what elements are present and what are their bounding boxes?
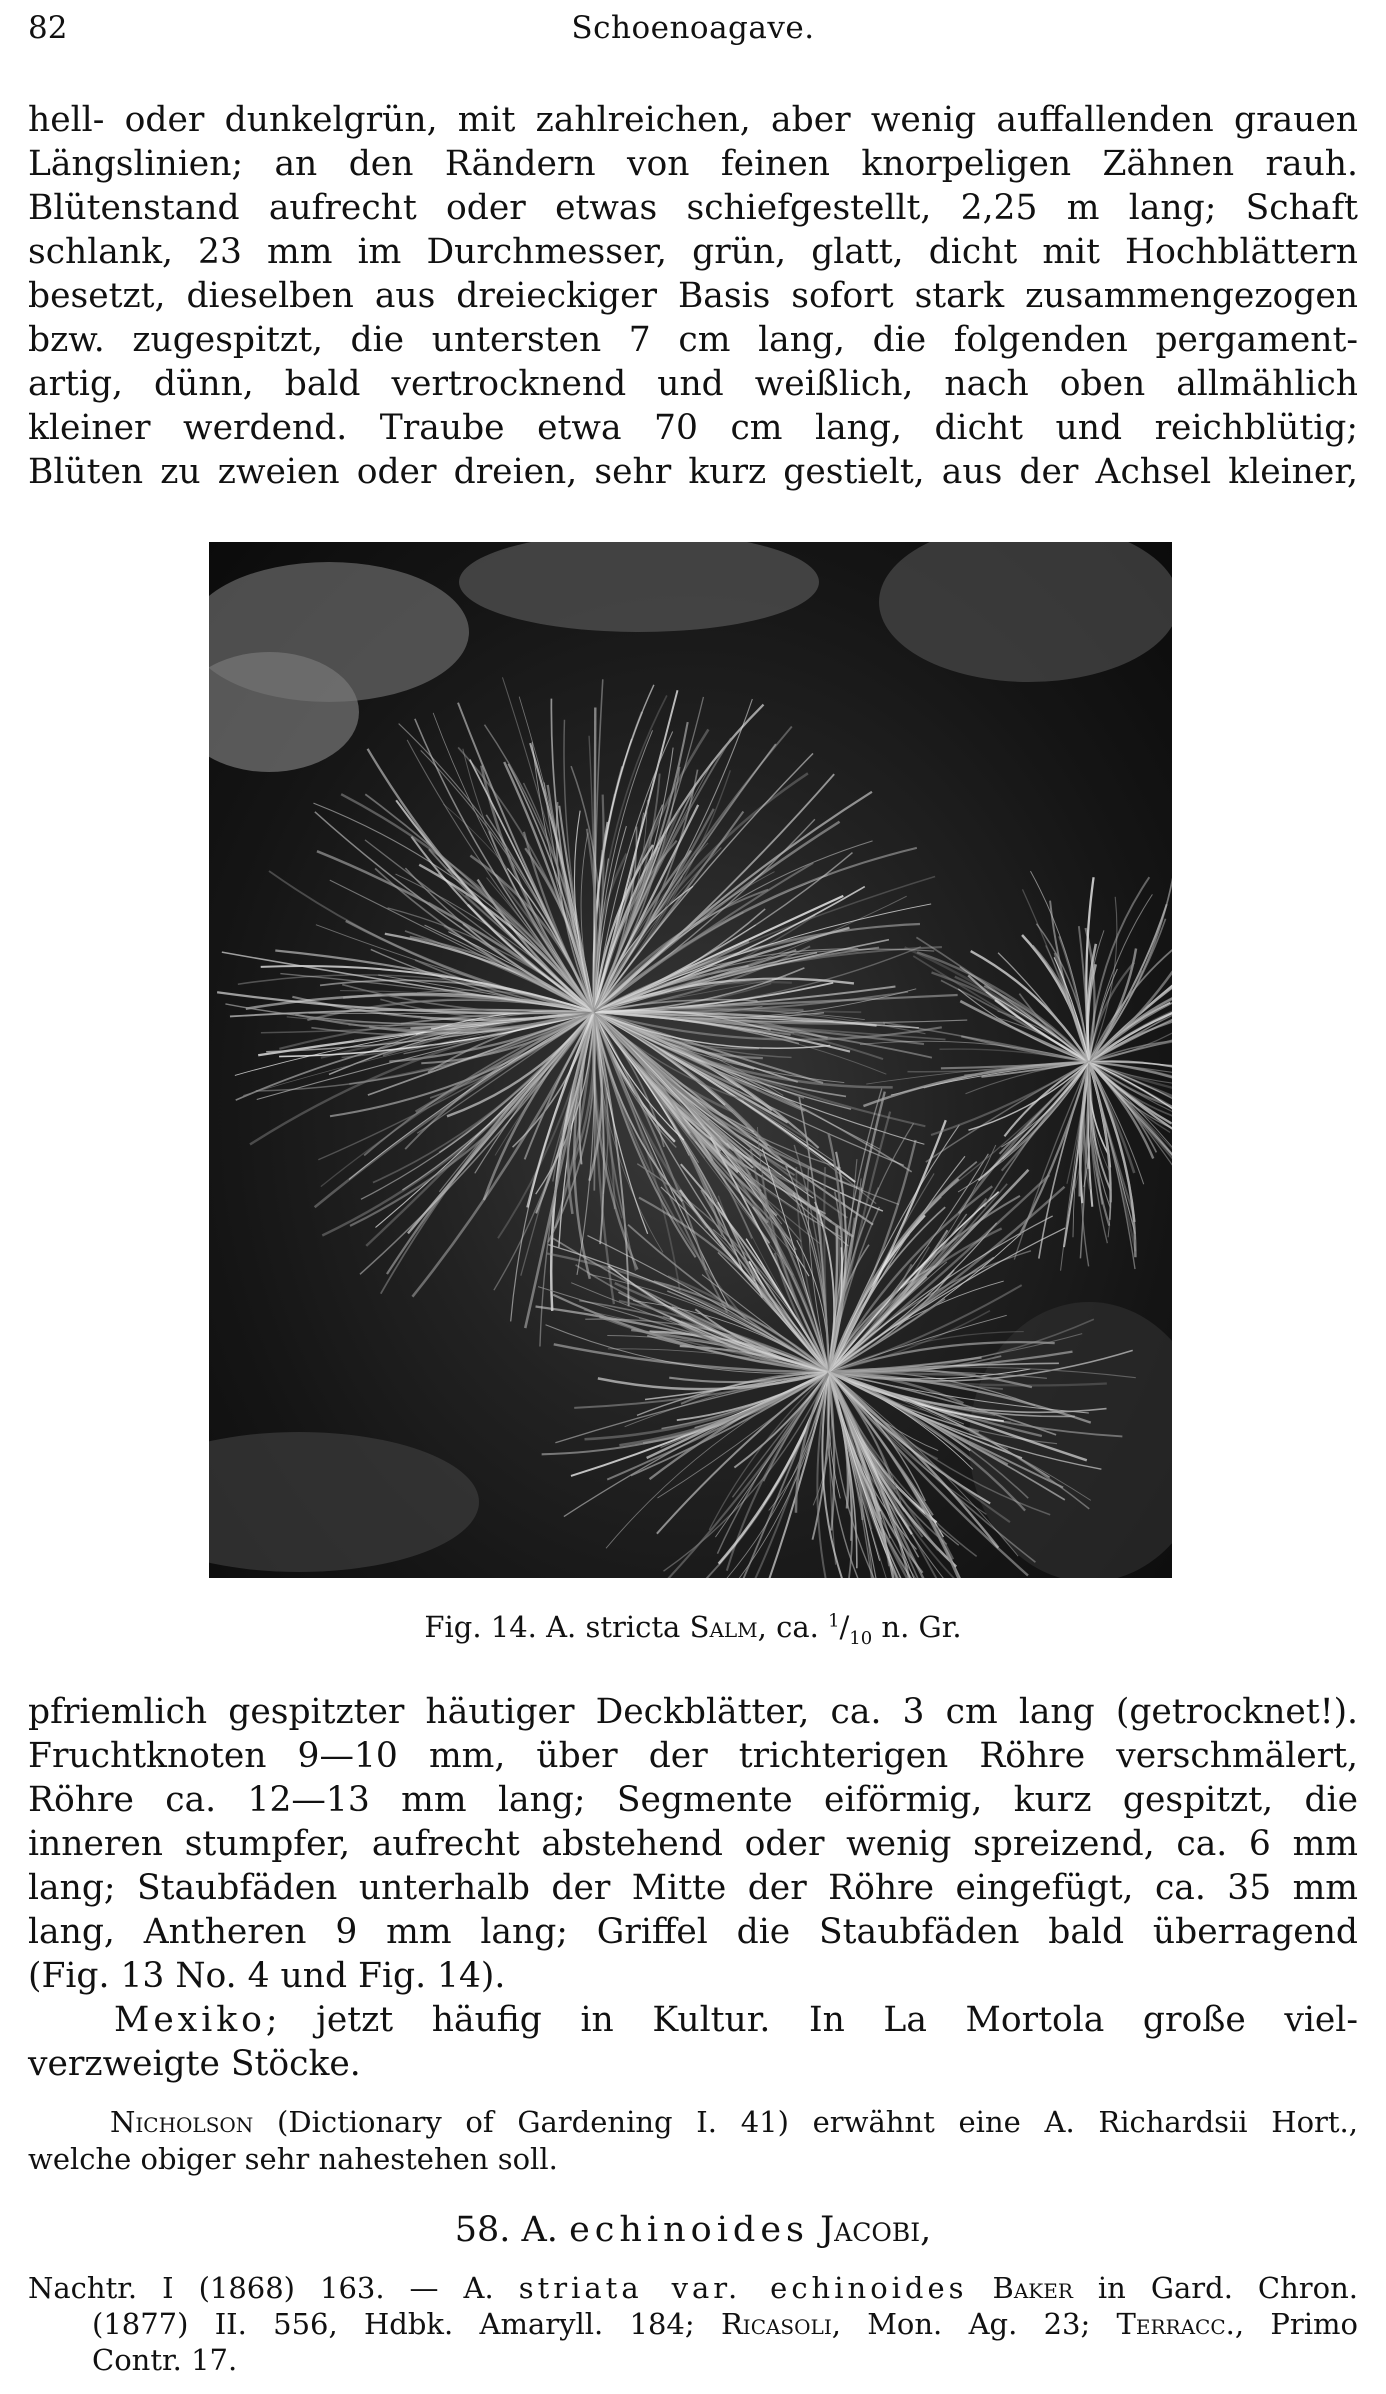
text-line: Blütenstand aufrecht oder etwas schiefgestellt, 2,25 m lang; Schaft bbox=[28, 188, 1358, 228]
synonym-author: Baker bbox=[992, 2271, 1073, 2305]
text-line: hell- oder dunkelgrün, mit zahlreichen, aber wenig auffallenden grauen bbox=[28, 100, 1358, 140]
text-line: Röhre ca. 12—13 mm lang; Segmente eiförmig, kurz gespitzt, die bbox=[28, 1780, 1358, 1820]
synonymy-text: Nachtr. I (1868) 163. — A. bbox=[28, 2271, 519, 2305]
text-line: Fruchtknoten 9—10 mm, über der trichterigen Röhre verschmälert, bbox=[28, 1736, 1358, 1776]
synonym-author: Terracc. bbox=[1116, 2307, 1235, 2341]
caption-prefix: Fig. 14. A. stricta bbox=[424, 1610, 690, 1644]
text-line: Blüten zu zweien oder dreien, sehr kurz gestielt, aus der Achsel kleiner, bbox=[28, 452, 1358, 492]
caption-scale-denominator: 10 bbox=[849, 1627, 873, 1649]
region-name: Mexiko bbox=[114, 2000, 266, 2040]
background-foliage bbox=[459, 542, 819, 632]
caption-mid: , ca. bbox=[757, 1610, 829, 1644]
text-line: inneren stumpfer, aufrecht abstehend oder wenig spreizend, ca. 6 mm bbox=[28, 1824, 1358, 1864]
agave-leaf bbox=[824, 1167, 829, 1372]
synonymy-text: in Gard. Chron. bbox=[1072, 2271, 1359, 2305]
synonymy-line bbox=[28, 2306, 1358, 2342]
synonym-author: Ricasoli bbox=[720, 2307, 832, 2341]
bottom-paragraph bbox=[28, 1690, 1358, 2086]
note-author: Nicholson bbox=[110, 2105, 254, 2139]
caption-scale-slash: / bbox=[839, 1610, 850, 1644]
note-text: (Dictionary of Gardening I. 41) erwähnt eine A. Richardsii Hort., bbox=[253, 2105, 1358, 2139]
note-line bbox=[28, 2104, 1358, 2141]
species-number: 58. A. bbox=[454, 2210, 570, 2250]
synonym-name: striata var. echinoides bbox=[518, 2271, 968, 2305]
text-line: lang; Staubfäden unterhalb der Mitte der Röhre eingefügt, ca. 35 mm bbox=[28, 1868, 1358, 1908]
text-line: kleiner werdend. Traube etwa 70 cm lang, dicht und reichblütig; bbox=[28, 408, 1358, 448]
page-header bbox=[28, 10, 1358, 56]
page-number: 82 bbox=[28, 10, 68, 46]
note-line: welche obiger sehr nahestehen soll. bbox=[28, 2142, 558, 2176]
text-line: lang, Antheren 9 mm lang; Griffel die Staubfäden bald überragend bbox=[28, 1912, 1358, 1952]
species-epithet: echinoides bbox=[569, 2210, 809, 2250]
caption-suffix: n. Gr. bbox=[872, 1610, 962, 1644]
synonymy-line: Contr. 17. bbox=[92, 2343, 238, 2377]
synonymy-text: (1877) II. 556, Hdbk. Amaryll. 184; bbox=[92, 2307, 721, 2341]
distribution-text: ; jetzt häufig in Kultur. In La Mortola große viel- bbox=[265, 2000, 1358, 2040]
synonymy-line bbox=[28, 2270, 1358, 2306]
synonymy-text bbox=[968, 2271, 993, 2305]
caption-author: Salm bbox=[689, 1610, 758, 1644]
agave-leaf bbox=[542, 1372, 829, 1454]
text-line: verzweigte Stöcke. bbox=[28, 2044, 361, 2084]
agave-rosette-illustration bbox=[209, 542, 1172, 1578]
distribution-line bbox=[28, 1998, 1358, 2042]
text-line: (Fig. 13 No. 4 und Fig. 14). bbox=[28, 1956, 506, 1996]
text-line: pfriemlich gespitzter häutiger Deckblätter, ca. 3 cm lang (getrocknet!). bbox=[28, 1692, 1358, 1732]
synonymy-text: , Mon. Ag. 23; bbox=[831, 2307, 1117, 2341]
text-line: bzw. zugespitzt, die untersten 7 cm lang, die folgenden pergament- bbox=[28, 320, 1358, 360]
synonymy-text: , Primo bbox=[1234, 2307, 1358, 2341]
running-title: Schoenoagave. bbox=[571, 10, 815, 46]
species-heading bbox=[0, 2210, 1386, 2250]
species-author: Jacobi bbox=[820, 2210, 921, 2250]
agave-rosette-right bbox=[860, 871, 1172, 1271]
agave-rosette-main bbox=[217, 677, 967, 1346]
text-line: artig, dünn, bald vertrocknend und weißlich, nach oben allmählich bbox=[28, 364, 1358, 404]
text-line: Längslinien; an den Rändern von feinen knorpeligen Zähnen rauh. bbox=[28, 144, 1358, 184]
agave-leaf bbox=[860, 1041, 1089, 1062]
synonymy-block bbox=[28, 2270, 1358, 2378]
small-print-note bbox=[28, 2104, 1358, 2178]
text-line: besetzt, dieselben aus dreieckiger Basis sofort stark zusammengezogen bbox=[28, 276, 1358, 316]
top-paragraph bbox=[28, 98, 1358, 494]
agave-photograph bbox=[209, 542, 1172, 1578]
caption-scale-numerator: 1 bbox=[828, 1610, 840, 1632]
background-foliage bbox=[879, 542, 1172, 682]
text-line: schlank, 23 mm im Durchmesser, grün, glatt, dicht mit Hochblättern bbox=[28, 232, 1358, 272]
species-trail: , bbox=[920, 2210, 932, 2250]
background-foliage bbox=[209, 1432, 479, 1572]
figure-caption bbox=[0, 1610, 1386, 1649]
